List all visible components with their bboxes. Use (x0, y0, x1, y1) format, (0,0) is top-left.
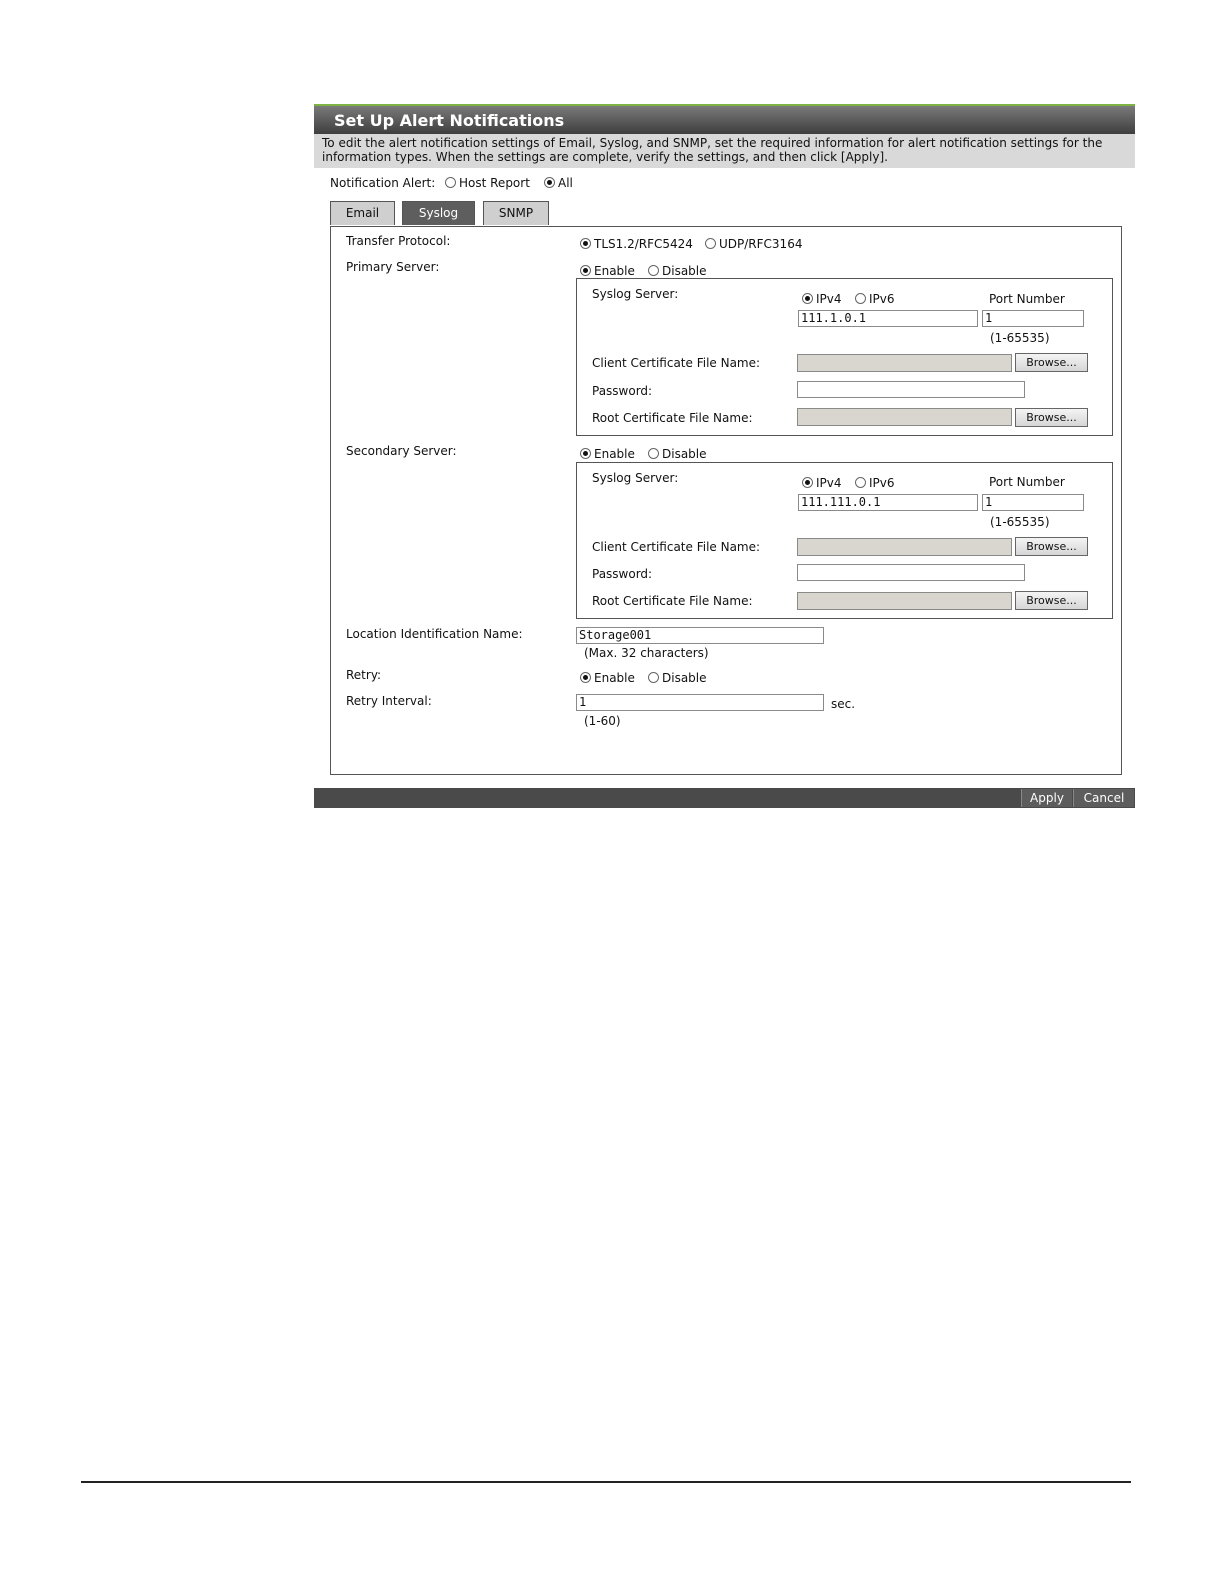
radio-icon (445, 177, 456, 188)
secondary-root-cert-browse-button[interactable]: Browse... (1015, 591, 1088, 610)
primary-client-cert-field[interactable] (797, 354, 1012, 372)
radio-selected-icon (580, 672, 591, 683)
secondary-root-cert-field[interactable] (797, 592, 1012, 610)
set-up-alert-notifications-dialog (314, 104, 1135, 808)
retry-disable-radio[interactable]: Disable (648, 671, 707, 685)
primary-port-number-label: Port Number (989, 292, 1065, 306)
secondary-client-cert-browse-button[interactable]: Browse... (1015, 537, 1088, 556)
primary-ipv4-radio[interactable]: IPv4 (802, 292, 842, 306)
description-line-1: To edit the alert notification settings of Email, Syslog, and SNMP, set the required information for alert notification settings for the (322, 136, 1103, 150)
secondary-ipv4-radio[interactable]: IPv4 (802, 476, 842, 490)
secondary-password-input[interactable] (797, 564, 1025, 581)
tab-email[interactable]: Email (330, 201, 395, 225)
transfer-protocol-udp-radio[interactable]: UDP/RFC3164 (705, 237, 802, 251)
apply-button[interactable]: Apply (1021, 789, 1072, 807)
primary-port-input[interactable]: 1 (982, 310, 1084, 327)
primary-client-cert-browse-button[interactable]: Browse... (1015, 353, 1088, 372)
secondary-client-cert-label: Client Certificate File Name: (592, 540, 761, 554)
retry-interval-input[interactable]: 1 (576, 694, 824, 711)
primary-server-label: Primary Server: (346, 260, 440, 274)
radio-selected-icon (802, 293, 813, 304)
retry-interval-hint: (1-60) (584, 714, 621, 728)
cancel-button[interactable]: Cancel (1073, 789, 1134, 807)
location-identification-hint: (Max. 32 characters) (584, 646, 709, 660)
radio-icon (855, 293, 866, 304)
location-identification-input[interactable]: Storage001 (576, 627, 824, 644)
radio-selected-icon (802, 477, 813, 488)
primary-client-cert-label: Client Certificate File Name: (592, 356, 761, 370)
primary-root-cert-browse-button[interactable]: Browse... (1015, 408, 1088, 427)
notification-alert-label: Notification Alert: (330, 176, 436, 190)
transfer-protocol-tls-radio[interactable]: TLS1.2/RFC5424 (580, 237, 693, 251)
dialog-description (314, 134, 1135, 168)
secondary-server-label: Secondary Server: (346, 444, 457, 458)
dialog-titlebar (314, 104, 1135, 134)
notification-alert-all-radio[interactable]: All (544, 176, 573, 190)
description-line-2: information types. When the settings are complete, verify the settings, and then click [Apply]. (322, 150, 888, 164)
retry-enable-radio[interactable]: Enable (580, 671, 635, 685)
dialog-footer (314, 788, 1135, 808)
secondary-port-input[interactable]: 1 (982, 494, 1084, 511)
primary-password-label: Password: (592, 384, 653, 398)
secondary-port-range-hint: (1-65535) (990, 515, 1050, 529)
radio-icon (705, 238, 716, 249)
radio-selected-icon (544, 177, 555, 188)
radio-icon (648, 672, 659, 683)
retry-interval-unit: sec. (831, 697, 856, 711)
radio-icon (648, 448, 659, 459)
secondary-address-input[interactable]: 111.111.0.1 (798, 494, 978, 511)
secondary-enable-radio[interactable]: Enable (580, 447, 635, 461)
location-identification-label: Location Identification Name: (346, 627, 523, 641)
secondary-disable-radio[interactable]: Disable (648, 447, 707, 461)
primary-enable-radio[interactable]: Enable (580, 264, 635, 278)
primary-address-input[interactable]: 111.1.0.1 (798, 310, 978, 327)
radio-selected-icon (580, 238, 591, 249)
notification-alert-host-report-radio[interactable]: Host Report (445, 176, 530, 190)
primary-ipv6-radio[interactable]: IPv6 (855, 292, 895, 306)
secondary-port-number-label: Port Number (989, 475, 1065, 489)
radio-icon (855, 477, 866, 488)
primary-syslog-server-label: Syslog Server: (592, 287, 679, 301)
primary-disable-radio[interactable]: Disable (648, 264, 707, 278)
retry-interval-label: Retry Interval: (346, 694, 432, 708)
primary-root-cert-label: Root Certificate File Name: (592, 411, 753, 425)
transfer-protocol-label: Transfer Protocol: (346, 234, 451, 248)
tab-syslog[interactable]: Syslog (402, 201, 475, 225)
page-bottom-rule (81, 1481, 1131, 1483)
secondary-syslog-server-label: Syslog Server: (592, 471, 679, 485)
secondary-root-cert-label: Root Certificate File Name: (592, 594, 753, 608)
primary-password-input[interactable] (797, 381, 1025, 398)
dialog-title: Set Up Alert Notifications (334, 111, 565, 130)
tab-snmp[interactable]: SNMP (483, 201, 549, 225)
secondary-ipv6-radio[interactable]: IPv6 (855, 476, 895, 490)
secondary-password-label: Password: (592, 567, 653, 581)
radio-selected-icon (580, 265, 591, 276)
secondary-client-cert-field[interactable] (797, 538, 1012, 556)
radio-selected-icon (580, 448, 591, 459)
primary-root-cert-field[interactable] (797, 408, 1012, 426)
radio-icon (648, 265, 659, 276)
primary-port-range-hint: (1-65535) (990, 331, 1050, 345)
retry-label: Retry: (346, 668, 382, 682)
